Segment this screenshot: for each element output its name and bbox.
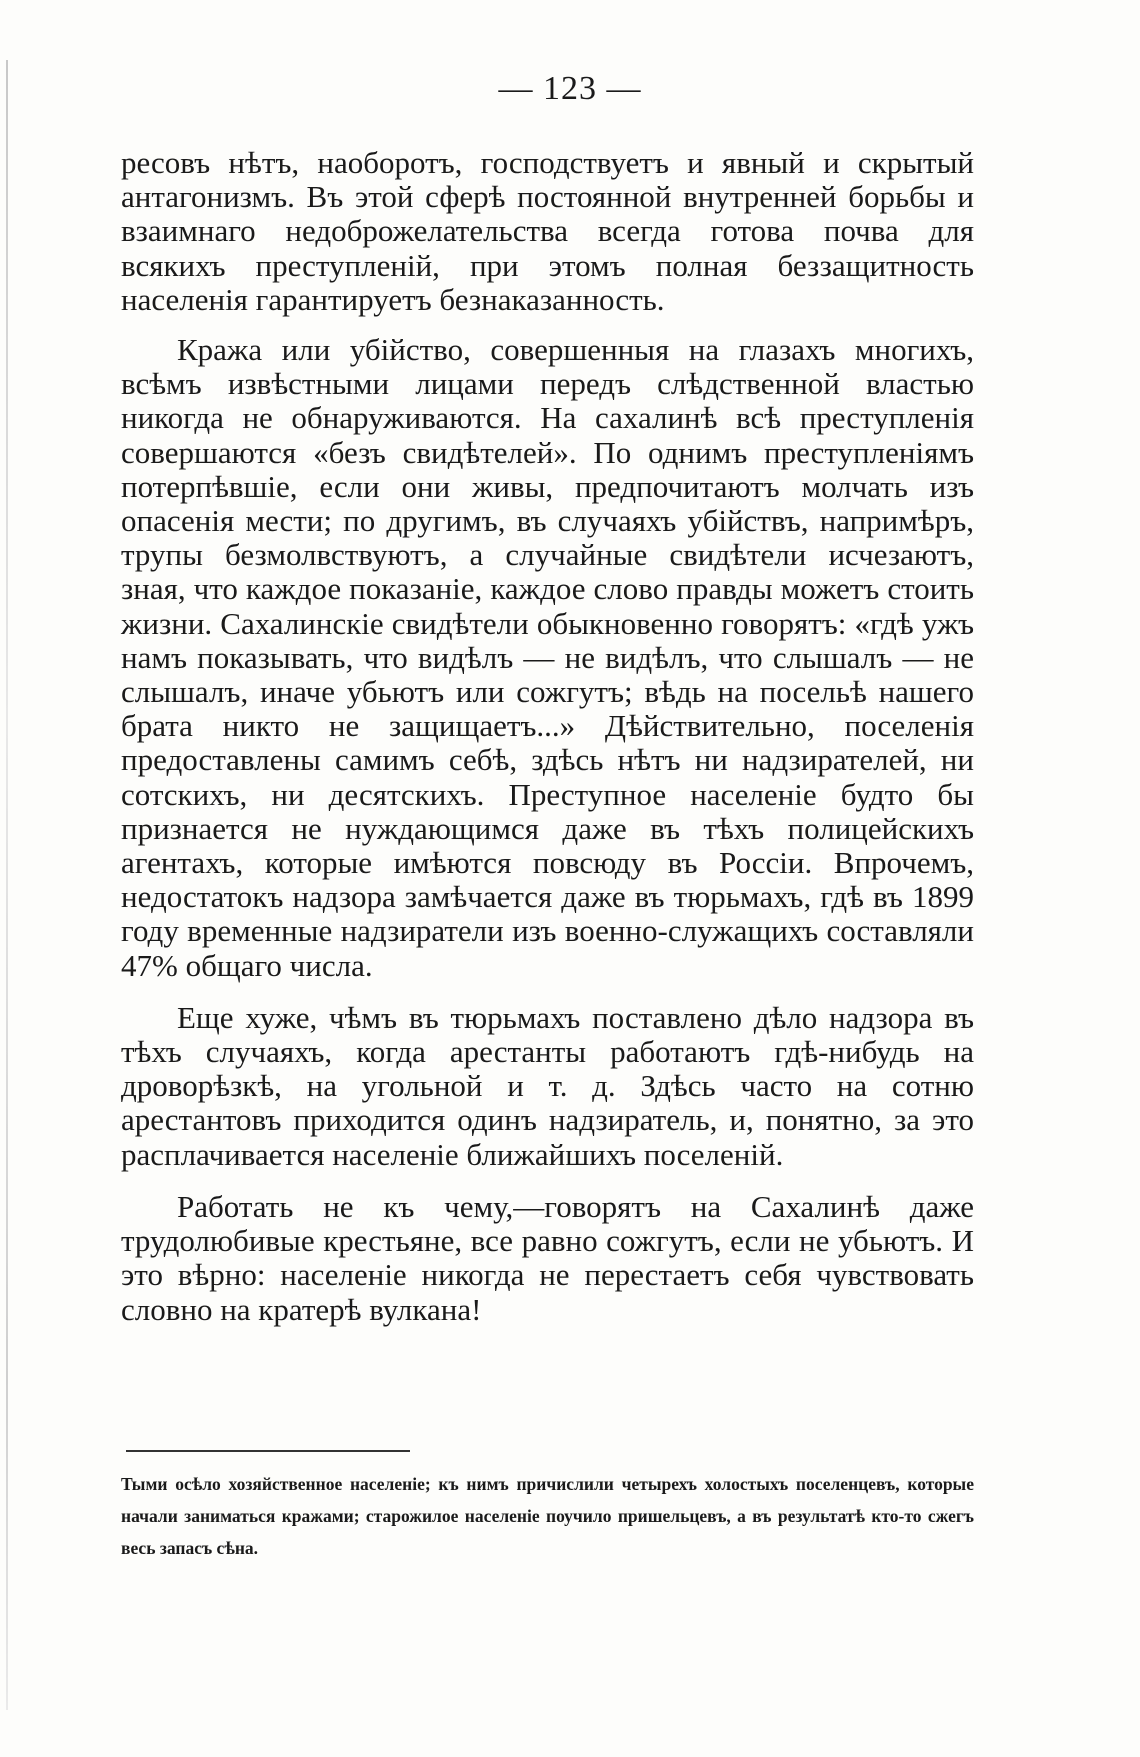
main-text	[121, 146, 974, 1327]
paragraph-2: Кража или убійство, совершенныя на глазахъ многихъ, всѣмъ извѣстными лицами передъ слѣдственной властью никогда не обнаруживаются. На сахалинѣ всѣ преступленія совершаются «безъ свидѣтелей». По однимъ преступленіямъ потерпѣвшіе, если они живы, предпочитаютъ молчать изъ опасенія мести; по другимъ, въ случаяхъ убійствъ, напримѣръ, трупы безмолвствуютъ, а случайные свидѣтели исчезаютъ, зная, что каждое показаніе, каждое слово правды можетъ стоить жизни. Сахалинскіе свидѣтели обыкновенно говорятъ: «гдѣ ужъ намъ показывать, что видѣлъ — не видѣлъ, что слышалъ — не слышалъ, иначе убьютъ или сожгутъ; вѣдь на посельѣ нашего брата никто не защищаетъ...» Дѣйствительно, поселенія предоставлены самимъ себѣ, здѣсь нѣтъ ни надзирателей, ни сотскихъ, ни десятскихъ. Преступное населеніе будто бы признается не нуждающимся даже въ тѣхъ полицейскихъ агентахъ, которые имѣются повсюду въ Россіи. Впрочемъ, недостатокъ надзора замѣчается даже въ тюрьмахъ, гдѣ въ 1899 году временные надзиратели изъ военно-служащихъ составляли 47% общаго числа.	[121, 332, 974, 983]
footnote	[121, 1468, 974, 1564]
binding-edge	[6, 60, 8, 1710]
paragraph-1: ресовъ нѣтъ, наоборотъ, господствуетъ и явный и скрытый антагонизмъ. Въ этой сферѣ постоянной внутренней борьбы и взаимнаго недоброжелательства всегда готова почва для всякихъ преступленій, при этомъ полная беззащитность населенія гарантируетъ безнаказанность.	[121, 145, 974, 317]
paragraph-3: Еще хуже, чѣмъ въ тюрьмахъ поставлено дѣло надзора въ тѣхъ случаяхъ, когда арестанты работаютъ гдѣ-нибудь на дроворѣзкѣ, на угольной и т. д. Здѣсь часто на сотню арестантовъ приходится одинъ надзиратель, и, понятно, за это расплачивается населеніе ближайшихъ поселеній.	[121, 999, 974, 1172]
footnote-text: Тыми осѣло хозяйственное населеніе; къ нимъ причислили четырехъ холостыхъ поселенцевъ, которые начали заниматься кражами; старожилое населеніе поучило пришельцевъ, а въ результатѣ кто-то сжегъ весь запасъ сѣна.	[121, 1474, 974, 1558]
footnote-divider	[126, 1450, 410, 1452]
paragraph-4: Работать не къ чему,—говорятъ на Сахалинѣ даже трудолюбивые крестьяне, все равно сожгутъ, если не убьютъ. И это вѣрно: населеніе никогда не перестаетъ себя чувствовать словно на кратерѣ вулкана!	[121, 1188, 974, 1327]
page-number: — 123 —	[498, 70, 642, 107]
